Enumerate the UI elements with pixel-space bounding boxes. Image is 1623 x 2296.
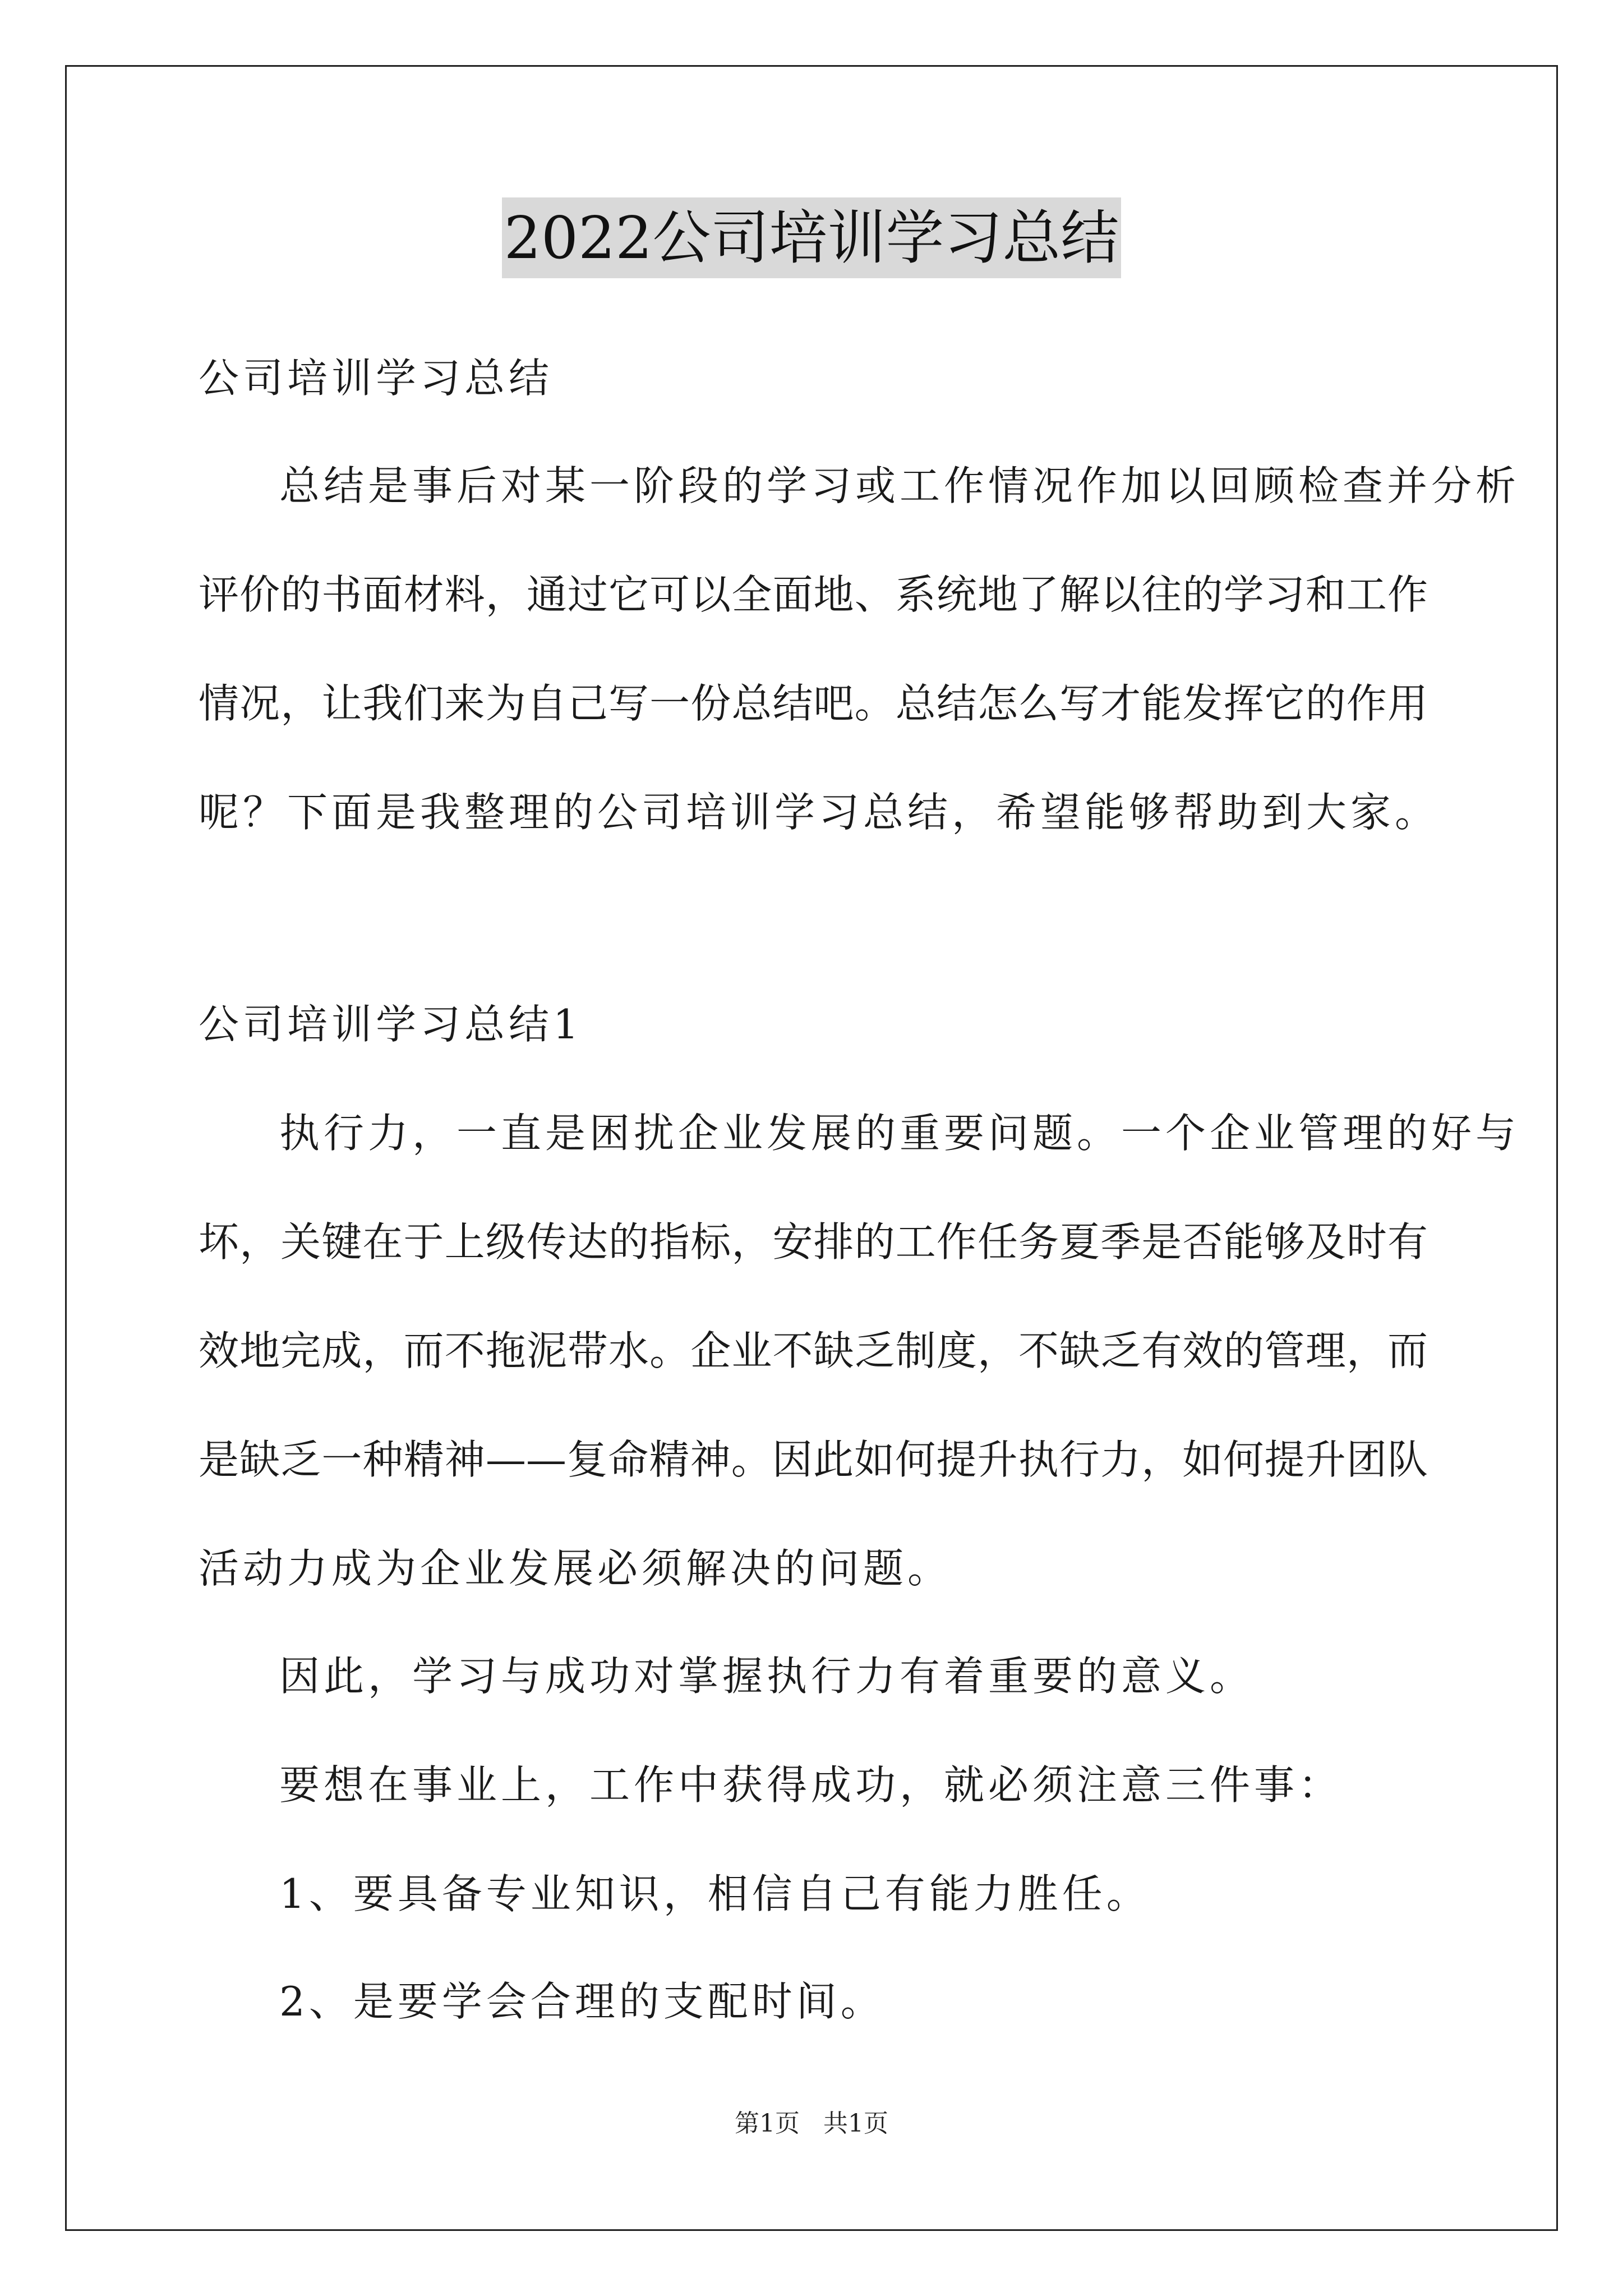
intro-line-1: 总结是事后对某一阶段的学习或工作情况作加以回顾检查并分析 [279,462,1520,509]
intro-line-2: 评价的书面材料，通过它可以全面地、系统地了解以往的学习和工作 [199,571,1428,618]
subtitle: 公司培训学习总结 [199,355,554,402]
section-para-line-3: 效地完成，而不拖泥带水。企业不缺乏制度，不缺乏有效的管理，而 [199,1327,1428,1374]
paragraph-3: 要想在事业上，工作中获得成功，就必须注意三件事： [279,1761,1343,1809]
section-heading: 公司培训学习总结1 [199,1001,583,1048]
title-container [0,197,1623,278]
document-title: 2022公司培训学习总结 [502,197,1122,278]
intro-line-3: 情况，让我们来为自己写一份总结吧。总结怎么写才能发挥它的作用 [199,680,1428,727]
page-footer: 第1页 共1页 [735,2109,888,2138]
section-para-line-2: 坏，关键在于上级传达的指标，安排的工作任务夏季是否能够及时有 [199,1218,1428,1266]
list-item-1: 1、要具备专业知识，相信自己有能力胜任。 [279,1870,1151,1917]
intro-line-4: 呢？下面是我整理的公司培训学习总结，希望能够帮助到大家。 [199,789,1440,836]
section-para-line-1: 执行力，一直是困扰企业发展的重要问题。一个企业管理的好与 [279,1110,1520,1157]
section-para-line-5: 活动力成为企业发展必须解决的问题。 [199,1545,952,1592]
list-item-2: 2、是要学会合理的支配时间。 [279,1978,885,2025]
paragraph-2: 因此，学习与成功对掌握执行力有着重要的意义。 [279,1653,1255,1700]
section-para-line-4: 是缺乏一种精神——复命精神。因此如何提升执行力，如何提升团队 [199,1436,1428,1483]
